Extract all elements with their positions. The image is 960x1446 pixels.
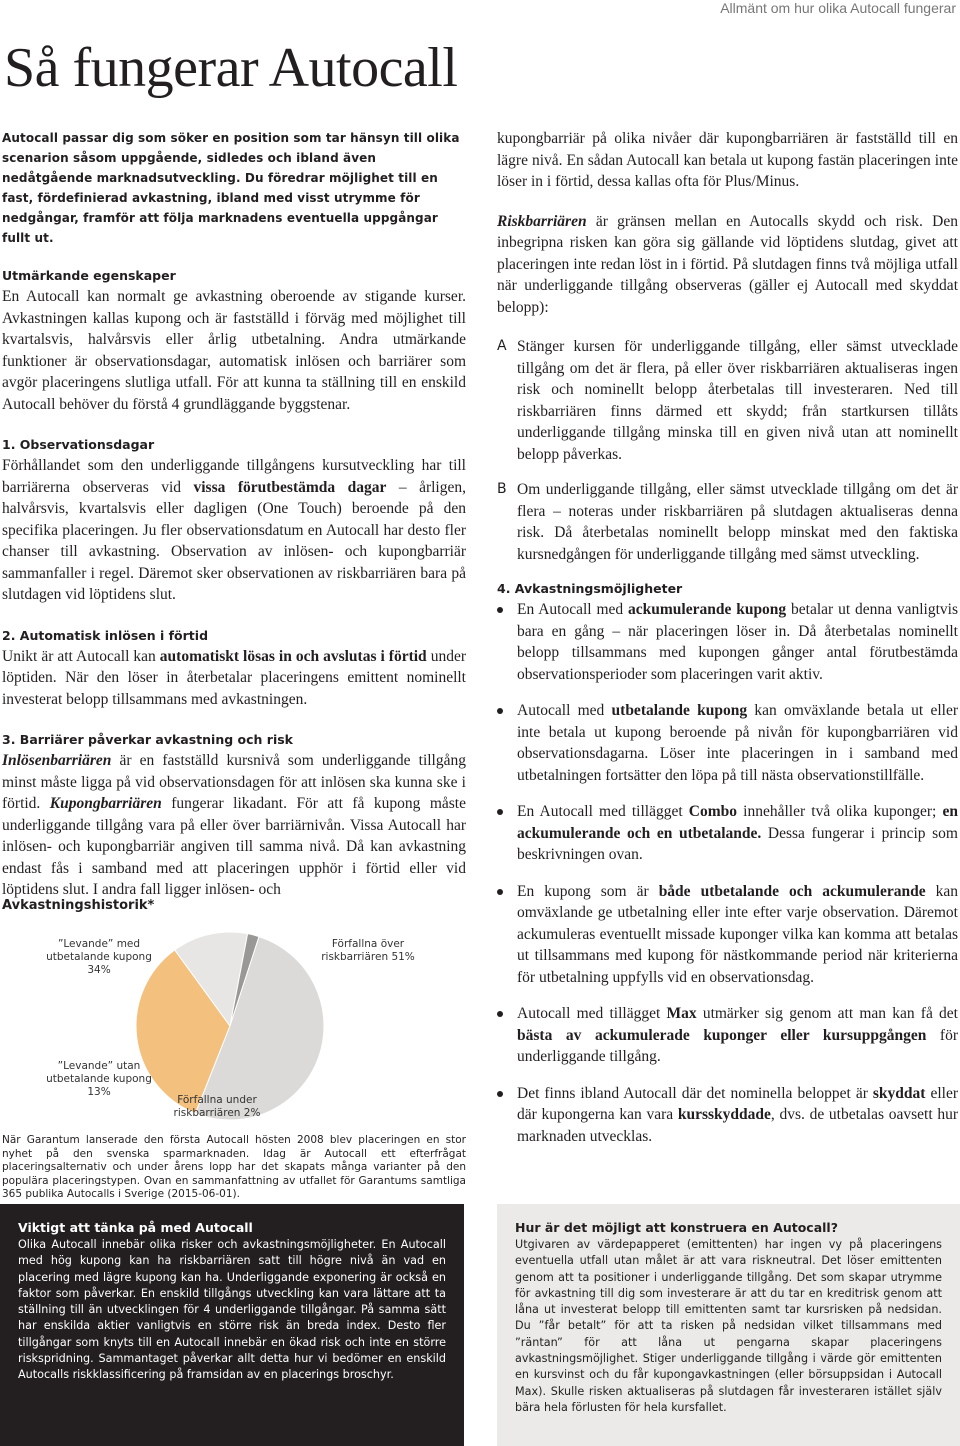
bullet-icon bbox=[497, 607, 503, 613]
section3-text: Inlösenbarriären är en fastställd kursnivå som underliggande tillgång minst måste ligga på vid observationsdagen för att inlösen ska kunna ske i förtid. Kupongbarriären fungerar likadant. För att få kupong måste underliggande tillgång vara på eller över barriärnivån. Vissa Autocall har inlösen- och kupongbarriär angiven till samma nivå. Då kan avkastning endast fås i samband med att placeringen upphör i förtid eller vid löptidens slut. I andra fall ligger inlösen- och bbox=[2, 752, 466, 898]
section3-heading: 3. Barriärer påverkar avkastning och risk bbox=[2, 732, 293, 747]
returns-history-chart bbox=[2, 898, 466, 1138]
bullet-icon bbox=[497, 708, 503, 714]
list-item: Autocall med utbetalande kupong kan omväxlande betala ut eller inte betala ut kupong beroende på nivån för kupongbarriären vid observationsdagarna. Löser inte placeringen in i samband med utbetalningen fortsätter den löpa på till nästa observationstillfälle. bbox=[497, 700, 958, 786]
section-auto-redemption bbox=[2, 626, 466, 711]
page-title: Så fungerar Autocall bbox=[4, 37, 458, 99]
intro-text: Autocall passar dig som söker en position som tar hänsyn till olika scenarion såsom uppgående, sidledes och ibland även nedåtgående marknadsutveckling. Du föredrar möjlighet till en fast, fördefinierad avkastning, ibland med visst utrymme för nedgångar, framför att följa marknadens eventuella uppgångar fullt ut. bbox=[2, 131, 460, 245]
chart-title: Avkastningshistorik* bbox=[2, 898, 155, 913]
section2-heading: 2. Automatisk inlösen i förtid bbox=[2, 627, 209, 643]
list-item: Autocall med tillägget Max utmärker sig genom att man kan få det bästa av ackumulerade kuponger eller kursuppgången för underliggande tillgång. bbox=[497, 1003, 958, 1068]
bullet-icon bbox=[497, 889, 503, 895]
construction-box bbox=[497, 1204, 960, 1446]
right-column bbox=[497, 128, 958, 1162]
list-item: En kupong som är både utbetalande och ackumulerande kan omväxlande ge utbetalning eller inte efter varje observation. Däremot ackumuleras eventuellt missade kuponger vilka kan komma att betalas ut tillsammans med kupong för nästkommande period när kriterierna för utbetalning uppfylls vid en observationsdag. bbox=[497, 881, 958, 989]
bullet-icon bbox=[497, 809, 503, 815]
section1-heading: 1. Observationsdagar bbox=[2, 437, 155, 452]
section-observation-days bbox=[2, 435, 466, 606]
running-header: Allmänt om hur olika Autocall fungerar bbox=[720, 0, 956, 16]
features-text: En Autocall kan normalt ge avkastning oberoende av stigande kurser. Avkastningen kallas kupong och är fastställd i förväg med möjlighet till kvartalsvis, halvårsvis eller årlig utbetalning. Andra utmärkande funktioner är observationsdagar, automatisk inlösen och barriärer som avgör placeringens slutliga utfall. För att kunna ta ställning till en enskild Autocall behöver du förstå 4 grundläggande byggstenar. bbox=[2, 288, 466, 413]
right-intro-text: kupongbarriär på olika nivåer där kupongbarriären är fastställd till en lägre nivå. En sådan Autocall kan betala ut kupong fastän placeringen inte löser in i förtid, dessa kallas ofta för Plus/Minus. bbox=[497, 130, 958, 190]
outcome-list bbox=[497, 336, 958, 565]
pie-label-live-nonpaying: ”Levande” utan utbetalande kupong 13% bbox=[46, 1060, 152, 1098]
list-item: A Stänger kursen för underliggande tillgång, eller sämst utvecklade tillgång om det är flera, på eller över riskbarriären aktualiseras ingen risk och nominellt belopp återbetalas till investeraren. Ned till riskbarriären finns därmed ett skydd; från startkursen tillåts underliggande tillgång minska till en given nivå utan att nominellt belopp påverkas. bbox=[497, 338, 958, 463]
left-column bbox=[2, 128, 466, 901]
features-heading: Utmärkande egenskaper bbox=[2, 268, 176, 283]
list-item: Det finns ibland Autocall där det nominella beloppet är skyddat eller där kupongerna kan vara kursskyddade, dvs. de utbetalas oavsett hur marknaden utvecklas. bbox=[497, 1083, 958, 1148]
section1-text: Förhållandet som den underliggande tillgångens kursutveckling har till barriärerna observeras vid vissa förutbestämda dagar – årligen, halvårsvis, kvartalsvis eller dagligen (One Touch) beroende på den specifika placeringen. Ju fler observationsdatum en Autocall har desto fler chanser till avkastning. Observation av inlösen- och kupongbarriär sammanfaller i regel. Däremot sker observationen av riskbarriären bara på slutdagen vid löptidens slut. bbox=[2, 457, 466, 603]
pie-label-expired-over: Förfallna över riskbarriären 51% bbox=[321, 938, 415, 963]
construction-heading: Hur är det möjligt att konstruera en Autocall? bbox=[515, 1220, 838, 1235]
returns-bullet-list bbox=[497, 599, 958, 1147]
pie-label-expired-under: Förfallna under riskbarriären 2% bbox=[173, 1094, 261, 1119]
section-barriers bbox=[2, 730, 466, 901]
important-notes-heading: Viktigt att tänka på med Autocall bbox=[18, 1220, 253, 1235]
list-item: En Autocall med tillägget Combo innehåller två olika kuponger; en ackumulerande och en utbetalande. Dessa fungerar i princip som beskrivningen ovan. bbox=[497, 801, 958, 866]
risk-barrier-text: Riskbarriären är gränsen mellan en Autocalls skydd och risk. Den inbegripna risken kan göra sig gällande vid löptidens slutdag, givet att placeringen inte redan löst in i förtid. På slutdagen finns två möjliga utfall när underliggande tillgång observeras (gäller ej Autocall med skyddat belopp): bbox=[497, 212, 958, 316]
important-notes-text: Olika Autocall innebär olika risker och avkastningsmöjligheter. En Autocall med hög kupong kan ha riskbarriären satt till högre nivå än vad en placering med lägre kupong kan ha. Underliggande exponering är också en faktor som påverkar. En enskild tillgångs utveckling kan vara lättare att ta ställning till än utvecklingen för 4 underliggande tillgångar. På samma sätt har enskilda aktier vanligtvis en större risk än breda index. Desto fler tillgångar som knyts till en Autocall innebär en ökad risk och inte en större riskspridning. Sammantaget påverkar allt detta hur vi bedömer en enskild Autocalls riskklassificering på framsidan av en placerings broschyr. bbox=[18, 1238, 446, 1382]
list-item: En Autocall med ackumulerande kupong betalar ut denna vanligtvis bara en gång – när placeringen löser in. Då återbetalas nominellt belopp tillsammans med kupongen gånger antal förutbestämda observationsperioder som placeringen varit aktiv. bbox=[497, 599, 958, 685]
section4-heading: 4. Avkastningsmöjligheter bbox=[497, 581, 683, 596]
bullet-icon bbox=[497, 1011, 503, 1017]
chart-footnote: När Garantum lanserade den första Autocall hösten 2008 blev placeringen en stor nyhet på den svenska sparmarknaden. Idag är Autocall ett efterfrågat placeringsalternativ och under årens lopp har det skapats många varianter på den populära placeringstypen. Ovan en sammanfattning av utfallet för Garantums samtliga 365 publika Autocalls i Sverige (2015-06-01). bbox=[2, 1134, 466, 1200]
features-section bbox=[2, 266, 466, 415]
construction-text: Utgivaren av värdepapperet (emittenten) har ingen vy på placeringens eventuella utfall utan målet är att vara riskneutral. Det löser emittenten genom att ta positioner i underliggande tillgång. Det som skapar utrymme för avkastning till dig som investerare är att du tar en kreditrisk genom att låna ut investerat belopp till emittenten samt tar kursrisken på nedsidan. Du ”får betalt” för att ta risken på nedsidan vilket tillsammans med ”räntan” för att låna ut pengarna skapar placeringens avkastningsmöjlighet. Stiger underliggande tillgång i värde gör emittenten en kursvinst och du får kupongavkastningen (eller börsuppsidan i Autocall Max). Skulle risken aktualiseras på slutdagen får investeraren istället själv bära hela förlusten för hela kursfallet. bbox=[515, 1238, 942, 1414]
list-item: B Om underliggande tillgång, eller sämst utvecklade tillgång om det är flera – noteras under riskbarriären på slutdagen aktualiseras denna risk. Då återbetalas nominellt belopp minskat med den faktiska kursnedgången för underliggande tillgång med sämst utveckling. bbox=[497, 481, 958, 563]
important-notes-box bbox=[0, 1204, 464, 1446]
pie-label-live-paying: ”Levande” med utbetalande kupong 34% bbox=[46, 938, 152, 976]
bullet-icon bbox=[497, 1091, 503, 1097]
section2-text: Unikt är att Autocall kan automatiskt lösas in och avslutas i förtid under löptiden. När den löser in återbetalar placeringens emittent nominellt investerat belopp tillsammans med avkastningen. bbox=[2, 647, 466, 708]
